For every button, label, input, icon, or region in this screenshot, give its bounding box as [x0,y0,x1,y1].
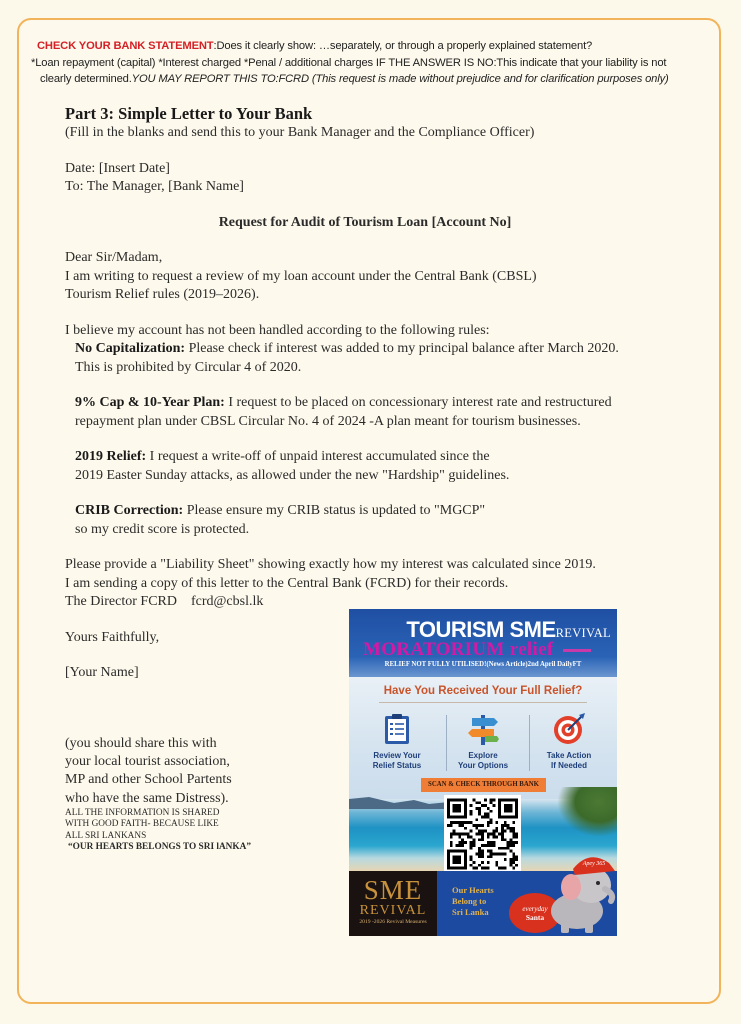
hearts-line: Our Hearts [452,885,494,895]
palm-trees [557,787,617,837]
notice-line-3 [27,71,727,88]
notice-line-1 [27,38,727,55]
rule-2019-relief [65,448,685,485]
letter-template [65,104,685,683]
notice-label: CHECK YOUR BANK STATEMENT [37,40,214,52]
rule-text: I request to be placed on concessionary interest rate and restructured [224,395,612,410]
years-text: 2019 -2026 Revival Measures [359,919,427,925]
share-note [65,735,325,854]
poster-title-suffix: REVIVAL [555,626,611,640]
belief-line: I believe my account has not been handled according to the following rules: [65,322,490,338]
intro-line-2: Tourism Relief rules (2019–2026). [65,287,260,302]
rule-text: Please ensure my CRIB status is updated to "MGCP" [183,503,486,518]
elephant-mascot [499,839,617,936]
rule-title: 9% Cap & 10-Year Plan: [75,395,225,410]
relief-text: relief [509,639,554,660]
closing: Yours Faithfully, [65,629,160,645]
notice-report-text: YOU MAY REPORT THIS TO:FCRD (This request is made without prejudice and for clarification purposes only) [131,73,669,85]
bag-text-1: everyday [522,905,548,913]
rule-text-2: repayment plan under CBSL Circular No. 4 of 2024 -A plan meant for tourism businesses. [75,413,581,429]
notice-line-3-text: clearly determined. [40,73,132,85]
caps-line: ALL THE INFORMATION IS SHARED [65,807,220,818]
hearts-line: Belong to [452,896,487,906]
rule-title: 2019 Relief: [75,449,147,464]
sme-revival-poster [349,609,617,936]
target-icon [529,711,609,747]
notice-question: :Does it clearly show: …separately, or through a properly explained statement? [213,40,593,52]
clipboard-icon [357,711,437,747]
signpost-icon [443,711,523,747]
sme-revival-logo [349,871,437,936]
rule-crib-correction [65,502,685,539]
bag-text-2: Santa [525,913,545,922]
sme-text: SME [363,875,423,905]
letter-instructions: (Fill in the blanks and send this to your Bank Manager and the Compliance Officer) [65,125,535,140]
revival-text: REVIVAL [359,903,427,918]
share-line: (you should share this with [65,736,217,751]
share-line: who have the same Distress). [65,790,229,806]
rule-text-2: This is prohibited by Circular 4 of 2020. [75,359,302,375]
cap-text: Apey 365 [582,861,606,867]
step-explore [443,711,523,771]
step-label: If Needed [550,761,587,770]
step-label: Explore [468,751,498,760]
moratorium-relief [363,639,591,661]
liability-request: Please provide a "Liability Sheet" showing exactly how my interest was calculated since 2019. [65,557,596,572]
rule-text-2: 2019 Easter Sunday attacks, as allowed under the new "Hardship" guidelines. [75,467,510,483]
salutation: Dear Sir/Madam, [65,250,163,265]
poster-header [349,609,617,677]
rule-title: CRIB Correction: [75,503,184,518]
poster-question: Have You Received Your Full Relief? [383,685,583,697]
step-label: Review Your [373,751,421,760]
copy-notice: I am sending a copy of this letter to the Central Bank (FCRD) for their records. [65,575,509,591]
caps-line: WITH GOOD FAITH- BECAUSE LIKE [65,819,219,830]
rule-no-capitalization [65,340,685,377]
rule-text: Please check if interest was added to my principal balance after March 2020. [185,341,619,356]
bank-statement-notice [27,38,727,88]
date-line: Date: [Insert Date] [65,160,170,176]
slogan: “OUR HEARTS BELONGS TO SRI lANKA” [68,842,251,853]
director-name: The Director FCRD [65,594,177,609]
share-line: MP and other School Partents [65,772,232,788]
caps-line: ALL SRI LANKANS [65,830,147,841]
notice-line-2: *Loan repayment (capital) *Interest charged *Penal / additional charges IF THE ANSWER IS NO:This indicate that your liability is not [31,56,667,69]
rule-interest-cap [65,394,685,431]
poster-title-main: TOURISM SME [406,617,556,642]
step-label: Take Action [546,751,592,760]
intro-line-1: I am writing to request a review of my loan account under the Central Bank (CBSL) [65,268,537,284]
to-line: To: The Manager, [Bank Name] [65,179,244,194]
hearts-text [452,885,494,918]
news-line: RELIEF NOT FULLY UTILISED!(News Article)2nd April DailyFT [384,661,582,668]
letter-subject: Request for Audit of Tourism Loan [Account No] [218,214,512,230]
step-review [357,711,437,771]
rule-title: No Capitalization: [75,341,186,356]
good-faith-note [65,808,325,854]
step-label: Relief Status [372,761,422,770]
rule-text: I request a write-off of unpaid interest accumulated since the [146,449,490,464]
moratorium-text: MORATORIUM [363,639,505,660]
share-line: your local tourist association, [65,754,230,770]
rule-text-2: so my credit score is protected. [75,521,250,537]
signature-name: [Your Name] [65,665,139,680]
step-label: Your Options [457,761,509,770]
scan-banner: SCAN & CHECK THROUGH BANK [421,778,546,792]
fcrd-email-link[interactable]: fcrd@cbsl.lk [190,594,264,609]
step-action [529,711,609,771]
poster-steps [349,677,617,799]
hearts-line: Sri Lanka [452,907,489,917]
letter-heading: Part 3: Simple Letter to Your Bank [65,104,313,123]
